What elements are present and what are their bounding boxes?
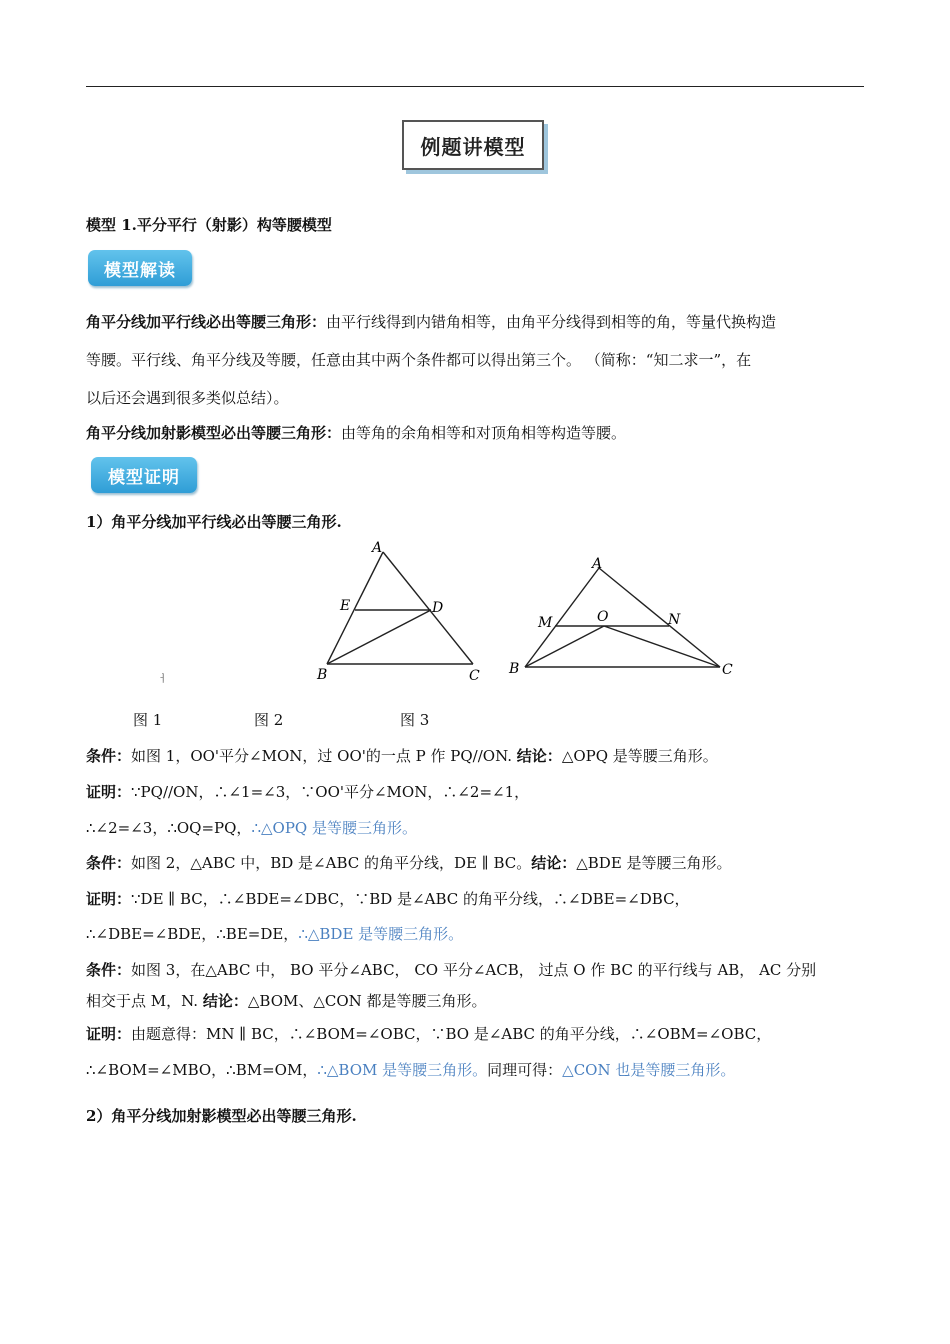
case-1-condition: 条件：如图 1，OO'平分∠MON，过 OO'的一点 P 作 PQ//ON. 结论：△OPQ 是等腰三角形。 (86, 747, 718, 765)
case-1-proof-line-2: ∴∠2=∠3，∴OQ=PQ，∴△OPQ 是等腰三角形。 (86, 819, 417, 837)
paragraph-1-line-3: 以后还会遇到很多类似总结）。 (86, 389, 289, 407)
figure-3-triangle (500, 550, 750, 685)
page-title: 例题讲模型 (402, 120, 544, 170)
fig3-segment-co (604, 626, 720, 667)
fig2-label-c: C (469, 668, 480, 684)
fig2-label-e: E (340, 598, 351, 614)
figure-2-caption: 图 2 (254, 711, 284, 729)
fig3-label-n: N (668, 612, 681, 628)
paragraph-2: 角平分线加射影模型必出等腰三角形：由等角的余角相等和对顶角相等构造等腰。 (86, 424, 627, 442)
section-1-heading: 1）角平分线加平行线必出等腰三角形. (86, 513, 342, 531)
section-2-heading: 2）角平分线加射影模型必出等腰三角形. (86, 1107, 357, 1125)
case-3-condition-line-2: 相交于点 M，N. 结论：△BOM、△CON 都是等腰三角形。 (86, 992, 487, 1010)
fig2-label-b: B (317, 667, 328, 683)
fig3-side-ab (525, 568, 599, 667)
case-2-proof-line-2: ∴∠DBE=∠BDE，∴BE=DE，∴△BDE 是等腰三角形。 (86, 925, 464, 943)
fig2-label-a: A (372, 540, 383, 556)
fig2-side-ac (383, 552, 473, 664)
paragraph-1-line-1: 角平分线加平行线必出等腰三角形：由平行线得到内错角相等，由角平分线得到相等的角，等量代换构造 (86, 313, 777, 331)
fig3-label-b: B (509, 661, 520, 677)
fig3-side-ac (599, 568, 720, 667)
model-heading: 模型 1.平分平行（射影）构等腰模型 (86, 216, 332, 234)
case-1-proof-line-1: 证明：∵PQ//ON，∴∠1=∠3，∵OO'平分∠MON，∴∠2=∠1， (86, 783, 530, 801)
fig2-segment-bd (327, 610, 431, 664)
badge-model-proof: 模型证明 (91, 457, 197, 493)
badge-model-interpret: 模型解读 (88, 250, 192, 286)
figure-1-mark: ㅓ (158, 674, 168, 685)
fig3-label-a: A (592, 556, 603, 572)
figure-1-caption: 图 1 (133, 711, 163, 729)
case-3-condition-line-1: 条件：如图 3，在△ABC 中， BO 平分∠ABC， CO 平分∠ACB， 过点 O 作 BC 的平行线与 AB， AC 分别 (86, 961, 817, 979)
case-2-condition: 条件：如图 2，△ABC 中，BD 是∠ABC 的角平分线，DE ∥ BC。结论：△BDE 是等腰三角形。 (86, 854, 732, 872)
fig2-side-ab (327, 552, 383, 664)
fig3-label-o: O (597, 609, 609, 625)
fig3-label-m: M (538, 615, 553, 631)
fig3-label-c: C (722, 662, 733, 678)
fig2-label-d: D (432, 600, 444, 616)
figure-3-caption: 图 3 (400, 711, 430, 729)
fig3-segment-bo (525, 626, 604, 667)
figure-2-triangle (300, 536, 500, 686)
case-2-proof-line-1: 证明：∵DE ∥ BC，∴∠BDE=∠DBC，∵BD 是∠ABC 的角平分线，∴∠DBE=∠DBC， (86, 890, 690, 908)
paragraph-1-line-2: 等腰。平行线、角平分线及等腰，任意由其中两个条件都可以得出第三个。 （简称：“知二求一”，在 (86, 351, 752, 369)
top-rule (86, 86, 864, 87)
case-3-proof-line-2: ∴∠BOM=∠MBO，∴BM=OM，∴△BOM 是等腰三角形。同理可得：△CON 也是等腰三角形。 (86, 1061, 736, 1079)
case-3-proof-line-1: 证明：由题意得：MN ∥ BC，∴∠BOM=∠OBC，∵BO 是∠ABC 的角平分线，∴∠OBM=∠OBC， (86, 1025, 772, 1043)
